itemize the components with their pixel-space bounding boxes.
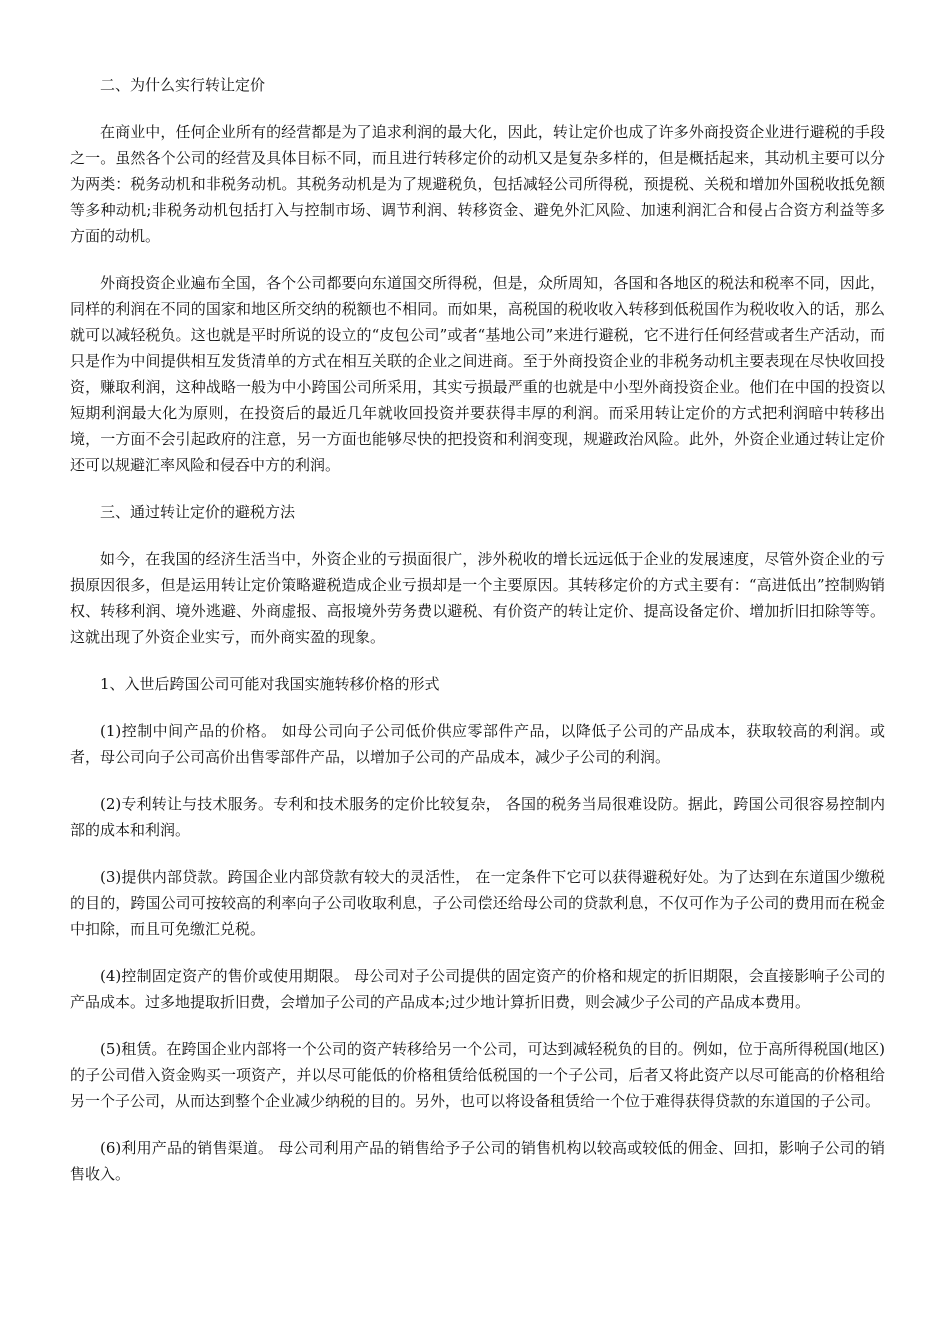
paragraph: 在商业中，任何企业所有的经营都是为了追求利润的最大化，因此，转让定价也成了许多外商投资企业进行避税的手段之一。虽然各个公司的经营及具体目标不同，而且进行转移定价的动机又是复杂多样的，但是概括起来，其动机主要可以分为两类：税务动机和非税务动机。其税务动机是为了规避税负，包括减轻公司所得税，预提税、关税和增加外国税收抵免额等多种动机;非税务动机包括打入与控制市场、调节利润、转移资金、避免外汇风险、加速利润汇合和侵占合资方利益等多方面的动机。: [70, 123, 885, 245]
list-paragraph: (3)提供内部贷款。跨国企业内部贷款有较大的灵活性， 在一定条件下它可以获得避税好处。为了达到在东道国少缴税的目的，跨国公司可按较高的利率向子公司收取利息，子公司偿还给母公司的贷款利息，不仅可作为子公司的费用而在税金中扣除，而且可免缴汇兑税。: [70, 868, 885, 938]
section-heading: 三、通过转让定价的避税方法: [100, 503, 296, 521]
list-paragraph: (6)利用产品的销售渠道。 母公司利用产品的销售给予子公司的销售机构以较高或较低的佣金、回扣，影响子公司的销售收入。: [70, 1139, 885, 1183]
list-paragraph: (1)控制中间产品的价格。 如母公司向子公司低价供应零部件产品，以降低子公司的产品成本，获取较高的利润。或者，母公司向子公司高价出售零部件产品，以增加子公司的产品成本，减少子公司的利润。: [70, 722, 885, 766]
list-paragraph: (4)控制固定资产的售价或使用期限。 母公司对子公司提供的固定资产的价格和规定的折旧期限，会直接影响子公司的产品成本。过多地提取折旧费，会增加子公司的产品成本;过少地计算折旧费，则会减少子公司的产品成本费用。: [70, 967, 885, 1011]
paragraph: 外商投资企业遍布全国，各个公司都要向东道国交所得税，但是，众所周知，各国和各地区的税法和税率不同，因此，同样的利润在不同的国家和地区所交纳的税额也不相同。而如果，高税国的税收收入转移到低税国作为税收收入的话，那么就可以减轻税负。这也就是平时所说的设立的“皮包公司”或者“基地公司”来进行避税，它不进行任何经营或者生产活动，而只是作为中间提供相互发货清单的方式在相互关联的企业之间进商。至于外商投资企业的非税务动机主要表现在尽快收回投资，赚取利润，这种战略一般为中小跨国公司所采用，其实亏损最严重的也就是中小型外商投资企业。他们在中国的投资以短期利润最大化为原则，在投资后的最近几年就收回投资并要获得丰厚的利润。而采用转让定价的方式把利润暗中转移出境，一方面不会引起政府的注意，另一方面也能够尽快的把投资和利润变现，规避政治风险。此外，外资企业通过转让定价还可以规避汇率风险和侵吞中方的利润。: [70, 274, 885, 474]
section-heading: 二、为什么实行转让定价: [100, 76, 266, 94]
document-body: [70, 72, 885, 1208]
list-paragraph: (2)专利转让与技术服务。专利和技术服务的定价比较复杂， 各国的税务当局很难设防。据此，跨国公司很容易控制内部的成本和利润。: [70, 795, 885, 839]
paragraph: 如今，在我国的经济生活当中，外资企业的亏损面很广，涉外税收的增长远远低于企业的发展速度，尽管外资企业的亏损原因很多，但是运用转让定价策略避税造成企业亏损却是一个主要原因。其转移定价的方式主要有：“高进低出”控制购销权、转移利润、境外逃避、外商虚报、高报境外劳务费以避税、有价资产的转让定价、提高设备定价、增加折旧扣除等等。这就出现了外资企业实亏，而外商实盈的现象。: [70, 550, 885, 646]
list-paragraph: (5)租赁。在跨国企业内部将一个公司的资产转移给另一个公司，可达到减轻税负的目的。例如，位于高所得税国(地区)的子公司借入资金购买一项资产，并以尽可能低的价格租赁给低税国的一个子公司，后者又将此资产以尽可能高的价格租给另一个子公司，从而达到整个企业减少纳税的目的。另外，也可以将设备租赁给一个位于难得获得贷款的东道国的子公司。: [70, 1040, 885, 1110]
subsection-heading: 1、入世后跨国公司可能对我国实施转移价格的形式: [100, 675, 440, 693]
